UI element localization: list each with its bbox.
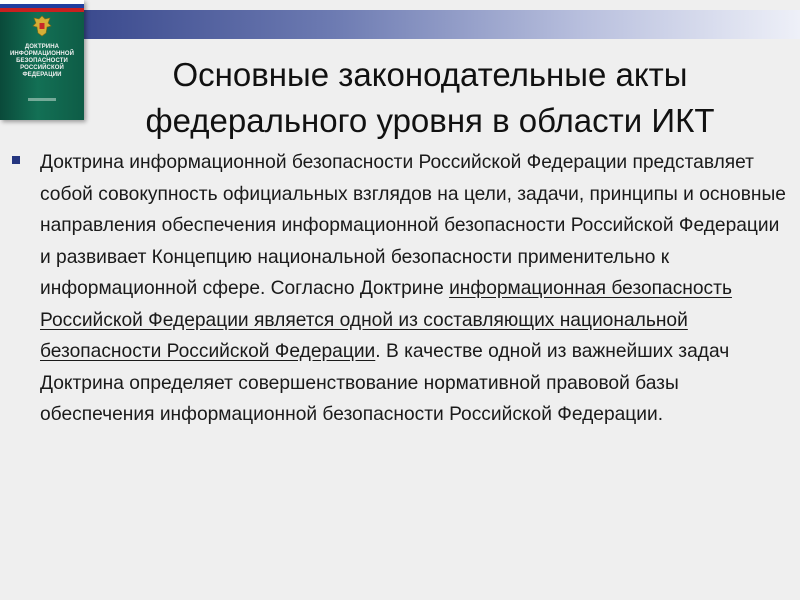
paragraph-text-end: . В качестве одной из важнейших задач Доктрина определяет совершенствование нормативной правовой базы обеспечения информационной безопасности Российской Федерации.: [40, 341, 730, 425]
book-title-line: ИНФОРМАЦИОННОЙ: [9, 51, 75, 57]
book-title-line: БЕЗОПАСНОСТИ: [16, 58, 68, 64]
slide-title-line-1: Основные законодательные акты: [172, 56, 688, 93]
coat-of-arms-icon: [30, 14, 54, 38]
underlined-definition: информационная безопасность Российской Федерации является одной из составляющих национальной безопасности Российской Федерации: [40, 278, 732, 362]
slide-title: [70, 52, 790, 144]
slide-title-line-2: федерального уровня в области ИКТ: [145, 102, 715, 139]
square-bullet-icon: [12, 156, 20, 164]
book-title-line: ДОКТРИНА: [24, 44, 60, 50]
paragraph-text: Доктрина информационной безопасности Российской Федерации представляет собой совокупность официальных взглядов на цели, задачи, принципы и основные направления обеспечения информационной безопасности Российской Федерации и развивает Концепцию национальной безопасности применительно к информационной сфере. Согласно Доктрине: [40, 152, 786, 299]
flag-stripe: [0, 0, 84, 12]
book-title-line: РОССИЙСКОЙ: [20, 65, 64, 71]
bullet-paragraph: [40, 147, 792, 431]
book-title-line: ФЕДЕРАЦИИ: [22, 72, 62, 78]
header-gradient-bar: [84, 10, 800, 39]
book-publisher-mark: [28, 98, 56, 101]
